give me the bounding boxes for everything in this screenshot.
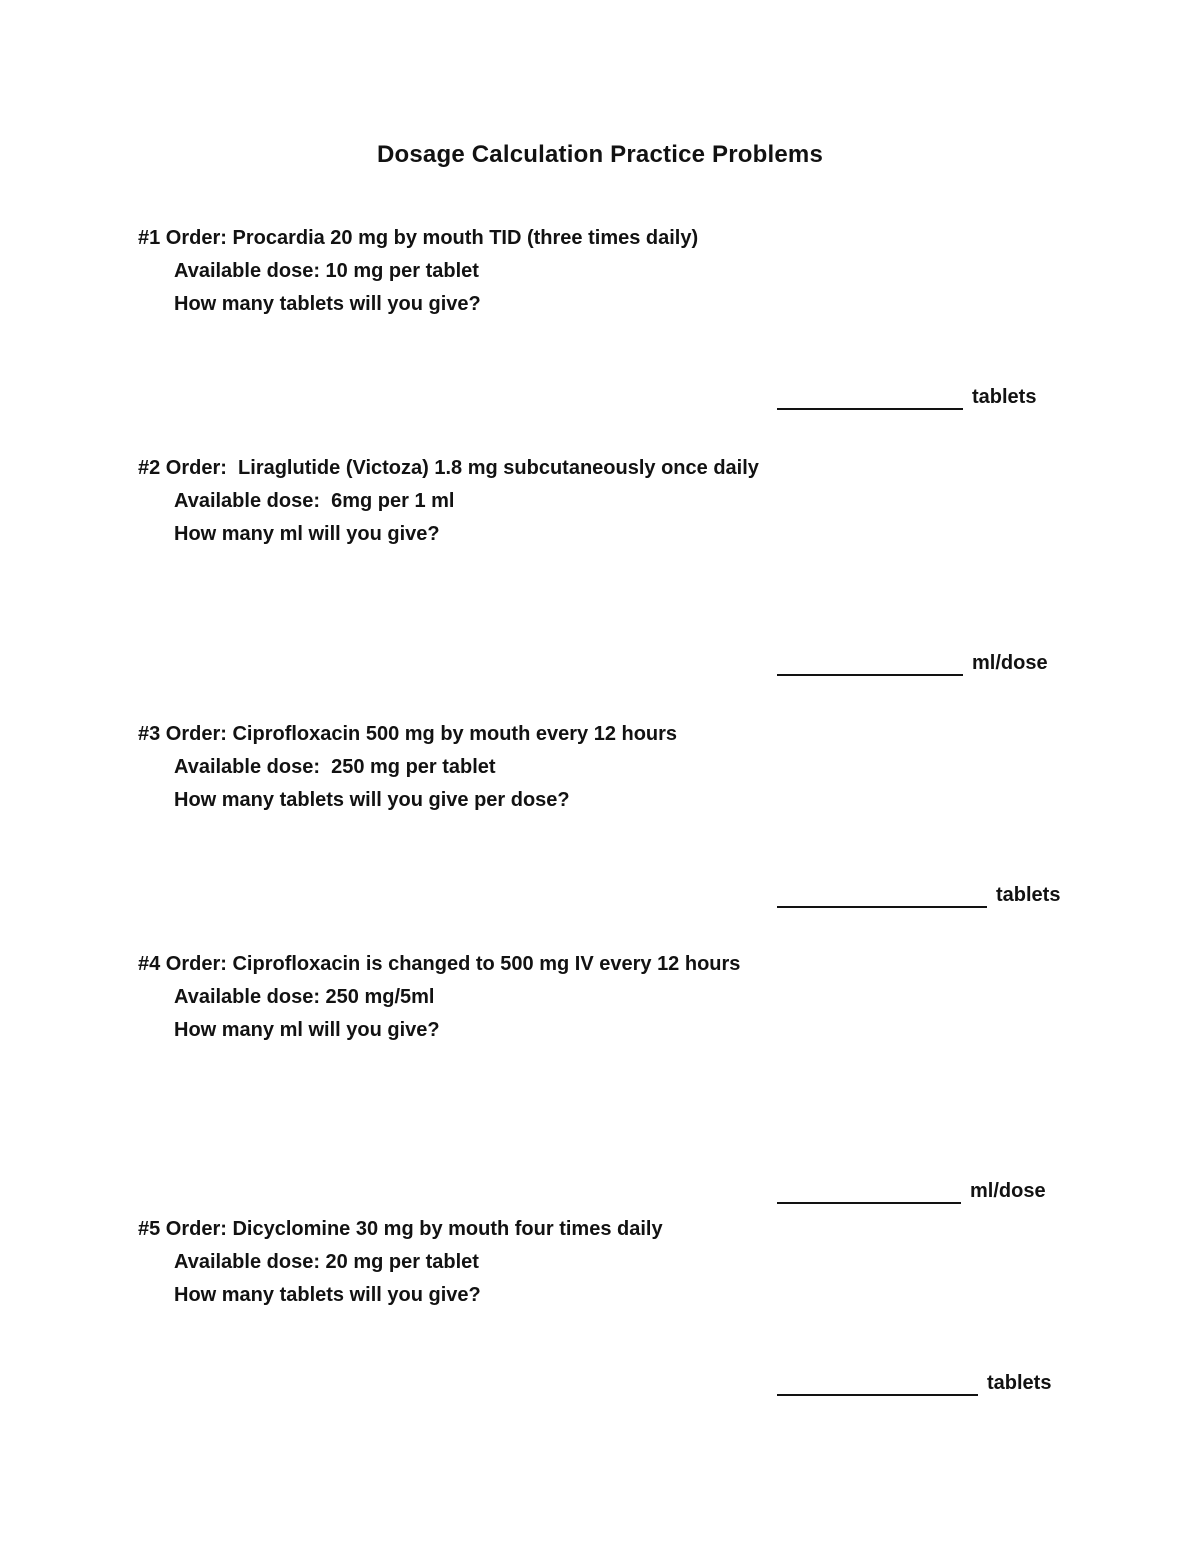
answer-blank-1 [777, 384, 963, 410]
answer-row-5 [777, 1368, 1051, 1396]
problem-2-order-line: #2 Order: Liraglutide (Victoza) 1.8 mg subcutaneously once daily [138, 457, 759, 479]
answer-unit-5: tablets [987, 1372, 1052, 1394]
problem-3-order-line: #3 Order: Ciprofloxacin 500 mg by mouth every 12 hours [138, 723, 678, 745]
problem-4-order-line: #4 Order: Ciprofloxacin is changed to 500 mg IV every 12 hours [138, 953, 741, 975]
problem-5-question-line: How many tablets will you give? [174, 1284, 481, 1306]
problem-4-block [138, 948, 740, 1047]
problem-3-available-line: Available dose: 250 mg per tablet [174, 756, 496, 778]
answer-unit-1: tablets [972, 386, 1037, 408]
problem-3-block [138, 718, 677, 817]
answer-row-2 [777, 648, 1048, 676]
problem-1-available-line: Available dose: 10 mg per tablet [174, 260, 479, 282]
problem-5-available-line: Available dose: 20 mg per tablet [174, 1251, 479, 1273]
problem-5-order-line: #5 Order: Dicyclomine 30 mg by mouth four times daily [138, 1218, 663, 1240]
answer-unit-4: ml/dose [970, 1180, 1046, 1202]
answer-blank-5 [777, 1370, 978, 1396]
answer-blank-4 [777, 1178, 961, 1204]
problem-5-block [138, 1213, 663, 1312]
problem-4-question-line: How many ml will you give? [174, 1019, 440, 1041]
answer-row-4 [777, 1176, 1046, 1204]
page-title: Dosage Calculation Practice Problems [376, 141, 824, 168]
problem-1-block [138, 222, 698, 321]
answer-blank-2 [777, 650, 963, 676]
problem-1-order-line: #1 Order: Procardia 20 mg by mouth TID (three times daily) [138, 227, 699, 249]
answer-blank-3 [777, 882, 987, 908]
problem-2-block [138, 452, 759, 551]
answer-row-3 [777, 880, 1060, 908]
problem-3-question-line: How many tablets will you give per dose? [174, 789, 570, 811]
problem-2-available-line: Available dose: 6mg per 1 ml [174, 490, 455, 512]
problem-4-available-line: Available dose: 250 mg/5ml [174, 986, 435, 1008]
answer-row-1 [777, 382, 1036, 410]
problem-2-question-line: How many ml will you give? [174, 523, 440, 545]
answer-unit-2: ml/dose [972, 652, 1048, 674]
problem-1-question-line: How many tablets will you give? [174, 293, 481, 315]
answer-unit-3: tablets [996, 884, 1061, 906]
